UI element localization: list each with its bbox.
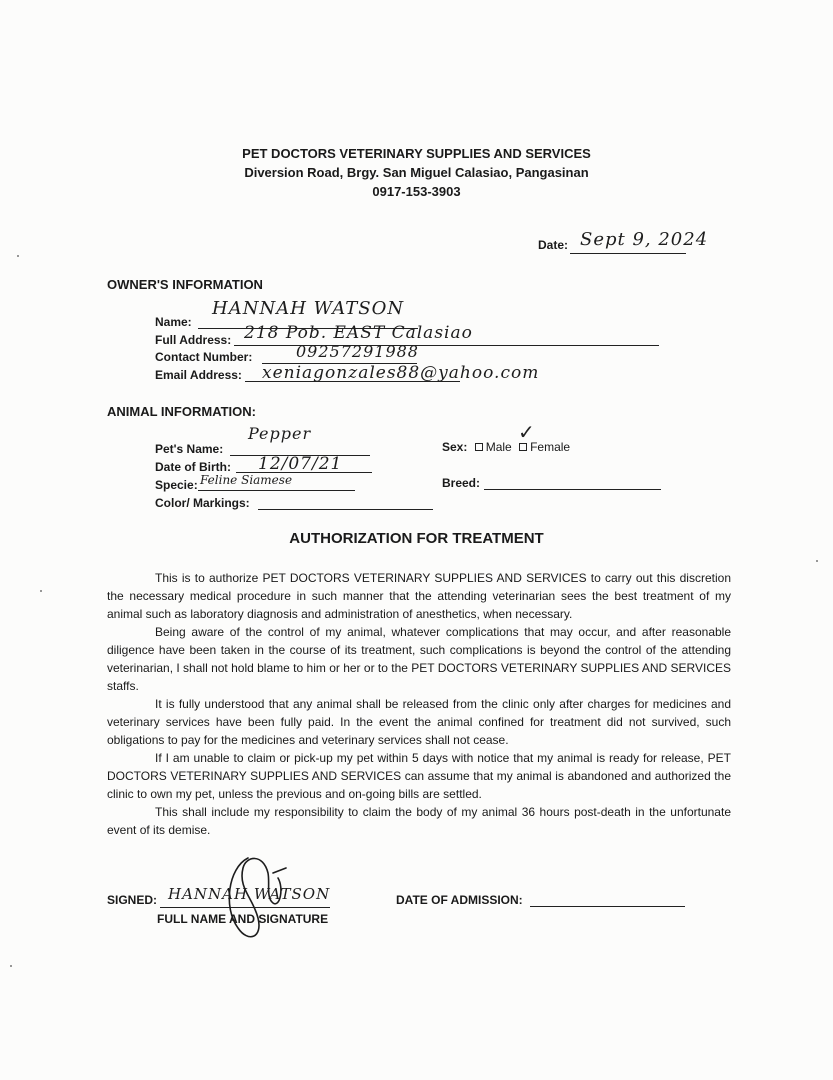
owner-email-value: xeniagonzales88@yahoo.com — [262, 363, 540, 383]
owner-name-label: Name: — [155, 315, 192, 329]
authorization-paragraph-5: This shall include my responsibility to claim the body of my animal 36 hours post-death in the unfortunate event of its demise. — [107, 805, 731, 837]
animal-section-title: ANIMAL INFORMATION: — [107, 404, 256, 419]
date-line — [570, 253, 686, 254]
signature-caption: FULL NAME AND SIGNATURE — [157, 912, 329, 926]
business-name: PET DOCTORS VETERINARY SUPPLIES AND SERVICES — [242, 146, 591, 161]
sex-field — [442, 440, 570, 454]
scan-speck — [40, 590, 42, 592]
dob-value: 12/07/21 — [258, 454, 343, 474]
scan-speck — [17, 255, 19, 257]
admission-date-label: DATE OF ADMISSION: — [396, 893, 523, 907]
owner-section-title: OWNER'S INFORMATION — [107, 277, 263, 292]
owner-contact-value: 09257291988 — [296, 342, 419, 361]
specie-label: Specie: — [155, 478, 198, 492]
specie-line — [198, 490, 355, 491]
owner-email-label: Email Address: — [155, 368, 242, 382]
breed-line — [484, 489, 661, 490]
male-option-label: Male — [485, 440, 512, 454]
female-option-label: Female — [530, 440, 571, 454]
owner-name-value: HANNAH WATSON — [212, 298, 405, 319]
specie-value: Feline Siamese — [200, 473, 293, 487]
owner-address-label: Full Address: — [155, 333, 232, 347]
authorization-paragraph-3: It is fully understood that any animal shall be released from the clinic only after charges for medicines and veterinary services have been fully paid. In the event the animal confined for treatment did not survived, such obligations to pay for the medicines and veterinary services shall not cease. — [107, 697, 731, 747]
date-label: Date: — [538, 238, 569, 252]
owner-address-value: 218 Pob. EAST Calasiao — [244, 323, 473, 343]
pet-name-label: Pet's Name: — [155, 442, 224, 456]
female-check-mark-icon: ✓ — [518, 422, 535, 444]
authorization-paragraph-4: If I am unable to claim or pick-up my pet within 5 days with notice that my animal is ready for release, PET DOCTORS VETERINARY SUPPLIES AND SERVICES can assume that my animal is abandoned and authorized the clinic to own my pet, unless the previous and on-going bills are settled. — [107, 751, 731, 801]
signed-name-value: HANNAH WATSON — [168, 885, 331, 903]
authorization-paragraph-2: Being aware of the control of my animal, whatever complications that may occur, and after reasonable diligence have been taken in the course of its treatment, such complications is beyond the control of the attending veterinarian, I shall not hold blame to him or her or to the PET DOCTORS VETERINARY SUPPLIES AND SERVICES staffs. — [107, 625, 731, 693]
authorization-paragraph-1: This is to authorize PET DOCTORS VETERINARY SUPPLIES AND SERVICES to carry out this discretion the necessary medical procedure in such manner that the attending veterinarian sees the best treatment of my animal such as laboratory diagnosis and administration of anesthetics, when necessary. — [107, 571, 731, 621]
color-line — [258, 509, 433, 510]
breed-label: Breed: — [442, 476, 481, 490]
male-checkbox[interactable] — [475, 443, 483, 451]
business-phone: 0917-153-3903 — [372, 184, 461, 199]
signature-scribble — [218, 848, 298, 948]
dob-label: Date of Birth: — [155, 460, 231, 474]
owner-contact-label: Contact Number: — [155, 350, 253, 364]
business-address: Diversion Road, Brgy. San Miguel Calasiao, Pangasinan — [244, 165, 589, 180]
authorization-title: AUTHORIZATION FOR TREATMENT — [289, 530, 544, 547]
date-value: Sept 9, 2024 — [580, 229, 709, 250]
scan-speck — [10, 965, 12, 967]
pet-name-value: Pepper — [248, 424, 312, 443]
signed-label: SIGNED: — [107, 893, 158, 907]
color-label: Color/ Markings: — [155, 496, 250, 510]
sex-label: Sex: — [442, 440, 468, 454]
scan-speck — [816, 560, 818, 562]
admission-date-line — [530, 906, 685, 907]
